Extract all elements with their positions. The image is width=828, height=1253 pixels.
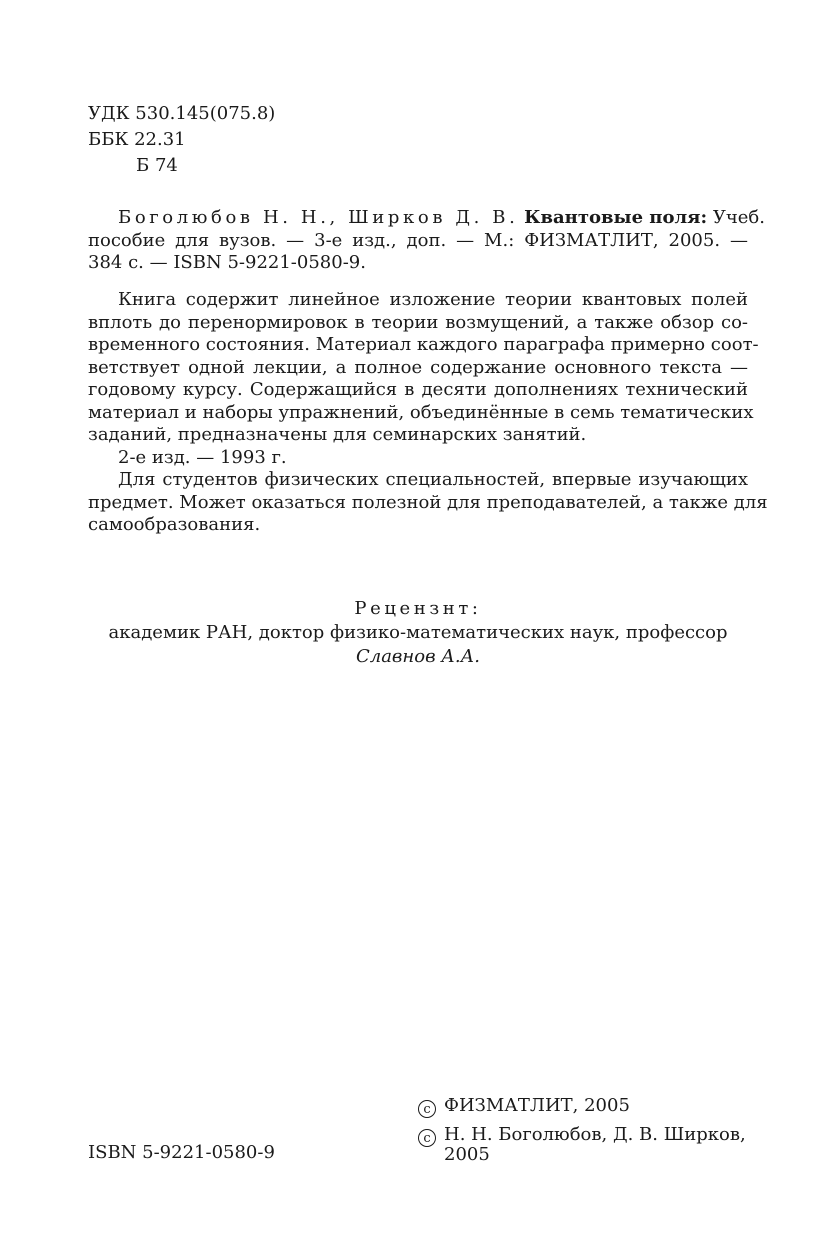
copyright-icon: c: [418, 1129, 436, 1147]
annotation-line: заданий, предназначены для семинарских занятий.: [88, 424, 587, 445]
reviewer-heading: Рецензнт:: [354, 598, 482, 619]
copyright-authors-year: 2005: [444, 1144, 490, 1165]
annotation-line: вплоть до перенормировок в теории возмущений, а также обзор со-: [88, 311, 748, 333]
annotation-line: временного состояния. Материал каждого параграфа примерно соот-: [88, 334, 759, 355]
copyright-icon: c: [418, 1100, 436, 1118]
annotation-line: Книга содержит линейное изложение теории квантовых полей: [118, 289, 748, 310]
isbn: ISBN 5-9221-0580-9: [88, 1142, 275, 1163]
citation-authors: Боголюбов Н. Н., Ширков Д. В.: [118, 207, 519, 228]
copyright-authors-text: Н. Н. Боголюбов, Д. В. Ширков,: [444, 1124, 746, 1145]
citation-title: Квантовые поля:: [524, 207, 708, 228]
audience-line: самообразования.: [88, 514, 261, 535]
annotation-line: годовому курсу. Содержащийся в десяти дополнениях технический: [88, 379, 748, 400]
copyright-publisher: [418, 1094, 630, 1118]
audience-line: предмет. Может оказаться полезной для преподавателей, а также для: [88, 491, 768, 513]
author-mark: Б 74: [136, 155, 178, 176]
reviewer-credentials: академик РАН, доктор физико-математических наук, профессор: [108, 622, 728, 643]
bbk-code: ББК 22.31: [88, 129, 186, 150]
audience-line: Для студентов физических специальностей, впервые изучающих: [118, 469, 748, 490]
annotation: [88, 289, 768, 537]
citation-line-3: 384 с. — ISBN 5-9221-0580-9.: [88, 252, 366, 273]
copyright-publisher-text: ФИЗМАТЛИТ, 2005: [444, 1095, 630, 1116]
annotation-line: материал и наборы упражнений, объединённые в семь тематических: [88, 401, 754, 423]
udk-code: УДК 530.145(075.8): [88, 103, 276, 124]
citation-line1-rest: Учеб.: [712, 207, 765, 228]
annotation-line: ветствует одной лекции, а полное содержание основного текста —: [88, 356, 748, 378]
reviewer-name: Славнов А.А.: [355, 646, 481, 667]
citation-line-2: пособие для вузов. — 3-е изд., доп. — М.: ФИЗМАТЛИТ, 2005. —: [88, 229, 748, 251]
previous-edition: 2-е изд. — 1993 г.: [118, 446, 287, 468]
citation-line-1: [88, 207, 765, 230]
bibliographic-citation: [88, 207, 765, 275]
